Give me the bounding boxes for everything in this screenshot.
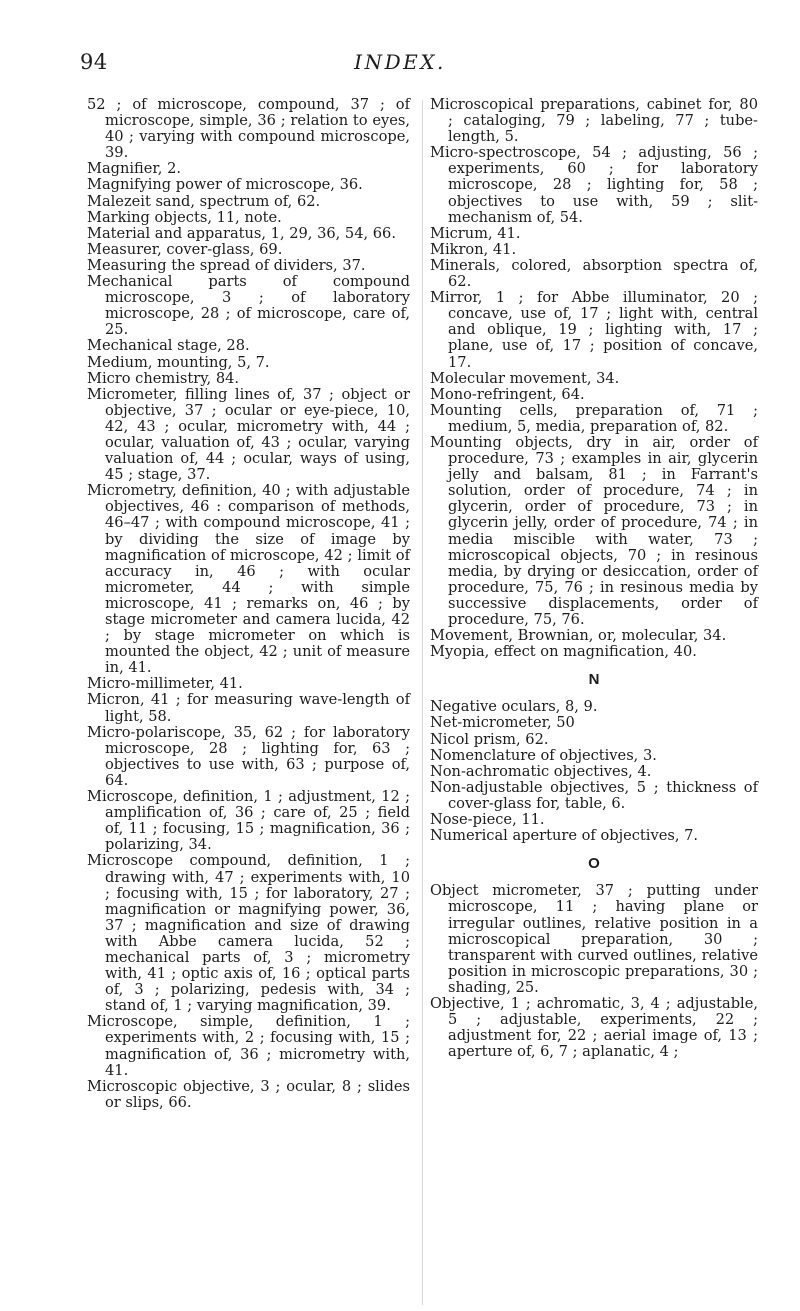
index-entry: Mono-refringent, 64.: [430, 385, 585, 403]
index-entry: Myopia, effect on magnification, 40.: [430, 643, 697, 661]
index-entry: Mirror, 1 ; for Abbe illuminator, 20 ; concave, use of, 17 ; light with, central and oblique, 19 ; lighting with, 17 ; plane, use of, 17 ; position of concave, 17.: [430, 289, 758, 371]
index-entry: Microscope, simple, definition, 1 ; experiments with, 2 ; focusing with, 15 ; magnification of, 36 ; micrometry with, 41.: [87, 1013, 410, 1079]
section-letter-o: O: [588, 855, 600, 873]
index-entry: Micrum, 41.: [430, 224, 521, 242]
index-entry: Microscopic objective, 3 ; ocular, 8 ; slides or slips, 66.: [87, 1077, 410, 1111]
index-entry: Nicol prism, 62.: [430, 730, 549, 748]
index-entry: Micro-polariscope, 35, 62 ; for laboratory microscope, 28 ; lighting for, 63 ; objectives to use with, 63 ; purpose of, 64.: [87, 723, 410, 789]
section-letter-n: N: [588, 671, 600, 689]
index-entry: Malezeit sand, spectrum of, 62.: [87, 192, 321, 210]
index-entry: Microscopical preparations, cabinet for, 80 ; cataloging, 79 ; labeling, 77 ; tube-length, 5.: [430, 96, 758, 146]
index-entry: Micro-millimeter, 41.: [87, 675, 243, 693]
index-entry: Objective, 1 ; achromatic, 3, 4 ; adjustable, 5 ; adjustable, experiments, 22 ; adjustment for, 22 ; aerial image of, 13 ; aperture of, 6, 7 ; aplanatic, 4 ;: [430, 994, 758, 1061]
index-entry: Medium, mounting, 5, 7.: [87, 353, 270, 371]
index-entry: Nomenclature of objectives, 3.: [430, 746, 657, 764]
index-entry: Micron, 41 ; for measuring wave-length of light, 58.: [87, 691, 410, 725]
index-entry: Mikron, 41.: [430, 240, 517, 258]
index-entry: Micro-spectroscope, 54 ; adjusting, 56 ; experiments, 60 ; for laboratory microscope, 28 ; lighting for, 58 ; objectives to use with, 59 ; slit-mechanism of, 54.: [430, 144, 758, 226]
page-header: [80, 50, 720, 74]
index-entry: 52 ; of microscope, compound, 37 ; of microscope, simple, 36 ; relation to eyes, 40 ; varying with compound microscope, 39.: [87, 96, 410, 162]
page-number: 94: [80, 50, 108, 74]
index-entry: Minerals, colored, absorption spectra of, 62.: [430, 256, 758, 291]
index-entry: Movement, Brownian, or, molecular, 34.: [430, 627, 727, 645]
index-entry: Micro chemistry, 84.: [87, 369, 240, 387]
index-entry: Negative oculars, 8, 9.: [430, 698, 598, 716]
index-entry: Molecular movement, 34.: [430, 369, 620, 387]
index-entry: Mounting objects, dry in air, order of procedure, 73 ; examples in air, glycerin jelly and balsam, 81 ; in Farrant's solution, order of procedure, 74 ; in glycerin, order of procedure, 73 ; in glycerin jelly, order of procedure, 74 ; in media miscible with water, 73 ; microscopical objects, 70 ; in resinous media, by drying or desiccation, order of procedure, 75, 76 ; in resinous media by successive displacements, order of procedure, 75, 76.: [430, 433, 758, 628]
index-entry: Measuring the spread of dividers, 37.: [87, 256, 366, 274]
index-entry: Micrometer, filling lines of, 37 ; object or objective, 37 ; ocular or eye-piece, 10, 42, 43 ; ocular, micrometry with, 44 ; ocular, valuation of, 43 ; ocular, varying valuation of, 44 ; ocular, ways of using, 45 ; stage, 37.: [87, 385, 410, 484]
index-entry: Magnifying power of microscope, 36.: [87, 176, 363, 194]
index-entry: Microscope, definition, 1 ; adjustment, 12 ; amplification of, 36 ; care of, 25 ; field of, 11 ; focusing, 15 ; magnification, 36 ; polarizing, 34.: [87, 788, 410, 854]
index-entry: Mounting cells, preparation of, 71 ; medium, 5, media, preparation of, 82.: [430, 401, 758, 435]
index-entry: Magnifier, 2.: [87, 160, 181, 178]
left-column: [87, 97, 410, 1111]
index-entry: Net-micrometer, 50: [430, 714, 575, 732]
right-column: [430, 97, 758, 1060]
index-entry: Mechanical parts of compound microscope, 3 ; of laboratory microscope, 28 ; of microscope, care of, 25.: [87, 273, 410, 339]
index-entry: Marking objects, 11, note.: [87, 208, 282, 226]
index-entry: Measurer, cover-glass, 69.: [87, 240, 283, 258]
index-entry: Nose-piece, 11.: [430, 811, 545, 829]
index-entry: Object micrometer, 37 ; putting under microscope, 11 ; having plane or irregular outlines, relative position in a microscopical preparation, 30 ; transparent with curved outlines, relative position in microscopic preparations, 30 ; shading, 25.: [430, 882, 758, 996]
index-entry: Non-adjustable objectives, 5 ; thickness of cover-glass for, table, 6.: [430, 778, 758, 812]
index-entry: Non-achromatic objectives, 4.: [430, 762, 652, 780]
index-entry: Micrometry, definition, 40 ; with adjustable objectives, 46 : comparison of methods, 46–47 ; with compound microscope, 41 ; by dividing the size of image by magnification of microscope, 42 ; limit of accuracy in, 46 ; with ocular micrometer, 44 ; with simple microscope, 41 ; remarks on, 46 ; by stage micrometer and camera lucida, 42 ; by stage micrometer on which is mounted the object, 42 ; unit of measure in, 41.: [87, 482, 410, 677]
index-entry: Microscope compound, definition, 1 ; drawing with, 47 ; experiments with, 10 ; focusing with, 15 ; for laboratory, 27 ; magnification or magnifying power, 36, 37 ; magnification and size of drawing with Abbe camera lucida, 52 ; mechanical parts of, 3 ; micrometry with, 41 ; optic axis of, 16 ; optical parts of, 3 ; polarizing, pedesis with, 34 ; stand of, 1 ; varying magnification, 39.: [87, 852, 410, 1015]
index-entry: Mechanical stage, 28.: [87, 337, 250, 355]
index-entry: Material and apparatus, 1, 29, 36, 54, 66.: [87, 224, 396, 242]
running-head: INDEX.: [354, 50, 446, 74]
column-divider: [422, 100, 423, 1305]
index-entry: Numerical aperture of objectives, 7.: [430, 827, 699, 845]
